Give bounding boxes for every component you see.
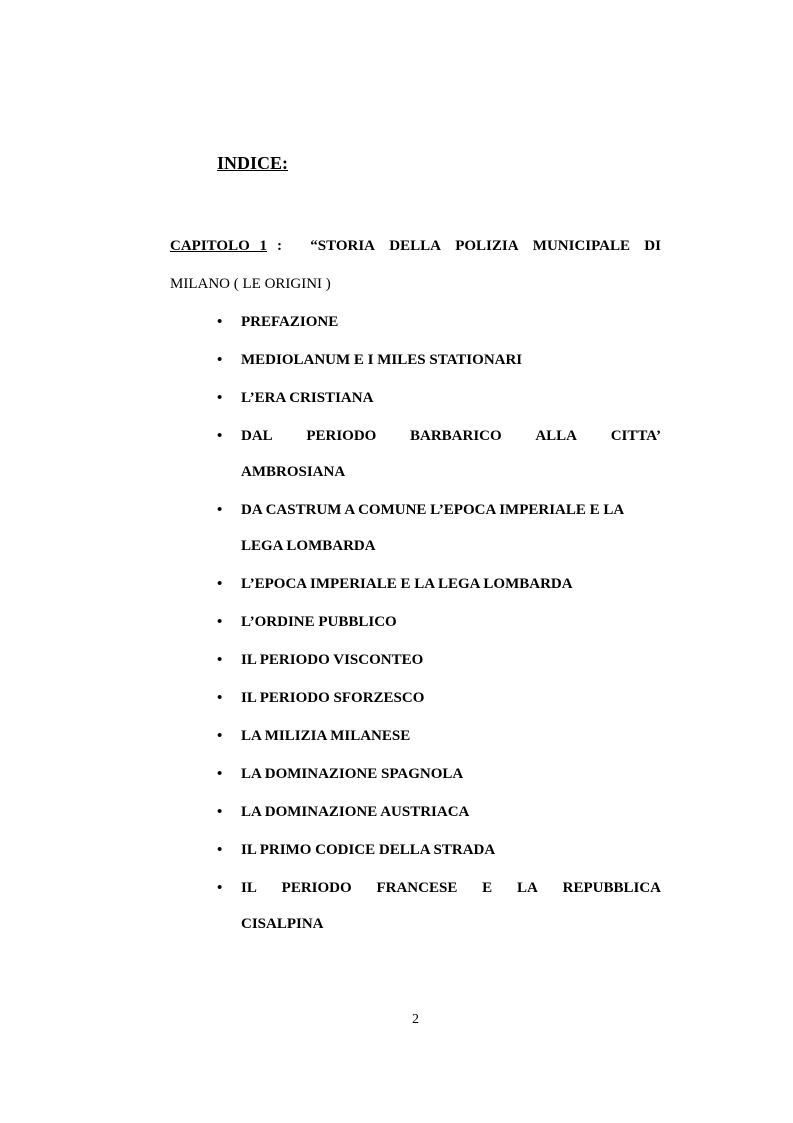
toc-item-text: MEDIOLANUM E I MILES STATIONARI xyxy=(241,352,523,368)
toc-item-word: DAL xyxy=(241,428,273,444)
toc-item-word: PERIODO xyxy=(281,880,352,896)
chapter-title-word: DELLA xyxy=(389,238,441,254)
toc-item-text: IL PERIODO VISCONTEO xyxy=(241,652,424,668)
bullet-icon: • xyxy=(217,690,223,706)
chapter-label: CAPITOLO 1 xyxy=(170,238,267,254)
bullet-icon: • xyxy=(217,842,223,858)
bullet-icon: • xyxy=(217,502,223,518)
index-title: INDICE: xyxy=(217,153,289,173)
toc-item-text: LA DOMINAZIONE SPAGNOLA xyxy=(241,766,464,782)
toc-item-text: PREFAZIONE xyxy=(241,314,339,330)
toc-item-text xyxy=(241,878,661,898)
toc-item-text: IL PERIODO SFORZESCO xyxy=(241,690,425,706)
chapter-heading-line-1 xyxy=(170,236,661,256)
bullet-icon: • xyxy=(217,390,223,406)
chapter-title-word: POLIZIA xyxy=(455,238,519,254)
toc-item xyxy=(217,500,661,556)
toc-item xyxy=(217,726,661,746)
toc-item-word: BARBARICO xyxy=(410,428,502,444)
bullet-icon: • xyxy=(217,766,223,782)
toc-item xyxy=(217,612,661,632)
chapter-title-word: MUNICIPALE xyxy=(532,238,631,254)
bullet-icon: • xyxy=(217,880,223,896)
bullet-icon: • xyxy=(217,352,223,368)
toc-item-text: L’EPOCA IMPERIALE E LA LEGA LOMBARDA xyxy=(241,576,573,592)
toc-item xyxy=(217,350,661,370)
bullet-icon: • xyxy=(217,314,223,330)
toc-item xyxy=(217,764,661,784)
toc-item-word: CITTA’ xyxy=(610,428,661,444)
toc-item xyxy=(217,688,661,708)
toc-item-word: FRANCESE xyxy=(376,880,458,896)
toc-item-text: AMBROSIANA xyxy=(241,464,346,480)
toc-item xyxy=(217,388,661,408)
toc-item xyxy=(217,426,661,482)
toc-item xyxy=(217,574,661,594)
toc-item-word: ALLA xyxy=(535,428,578,444)
toc-item-text: L’ORDINE PUBBLICO xyxy=(241,614,397,630)
chapter-colon: : xyxy=(277,238,282,254)
chapter-heading xyxy=(170,236,661,292)
bullet-icon: • xyxy=(217,804,223,820)
toc-item xyxy=(217,312,661,332)
bullet-icon: • xyxy=(217,428,223,444)
toc-item-text: IL PRIMO CODICE DELLA STRADA xyxy=(241,842,496,858)
toc-item xyxy=(217,840,661,860)
toc-item-text xyxy=(241,426,661,446)
toc-item-text: LA MILIZIA MILANESE xyxy=(241,728,411,744)
bullet-icon: • xyxy=(217,576,223,592)
toc-item xyxy=(217,878,661,934)
toc-item-text: DA CASTRUM A COMUNE L’EPOCA IMPERIALE E LA xyxy=(241,502,625,518)
toc-item-text: L’ERA CRISTIANA xyxy=(241,390,374,406)
bullet-icon: • xyxy=(217,652,223,668)
toc-item-text: LA DOMINAZIONE AUSTRIACA xyxy=(241,804,470,820)
bullet-icon: • xyxy=(217,614,223,630)
toc-item-word: PERIODO xyxy=(306,428,377,444)
chapter-title-word: DI xyxy=(644,238,661,254)
toc-item-word: LA xyxy=(516,880,538,896)
bullet-icon: • xyxy=(217,728,223,744)
chapter-heading-line-2: MILANO ( LE ORIGINI ) xyxy=(170,276,331,292)
toc-item xyxy=(217,650,661,670)
toc-item-word: REPUBBLICA xyxy=(562,880,661,896)
page-number: 2 xyxy=(412,1012,419,1027)
toc-item-word: E xyxy=(482,880,493,896)
toc-item-text: CISALPINA xyxy=(241,916,324,932)
table-of-contents xyxy=(217,312,661,952)
toc-item-text: LEGA LOMBARDA xyxy=(241,538,376,554)
toc-item xyxy=(217,802,661,822)
chapter-title-word: “STORIA xyxy=(310,238,375,254)
toc-item-word: IL xyxy=(241,880,257,896)
